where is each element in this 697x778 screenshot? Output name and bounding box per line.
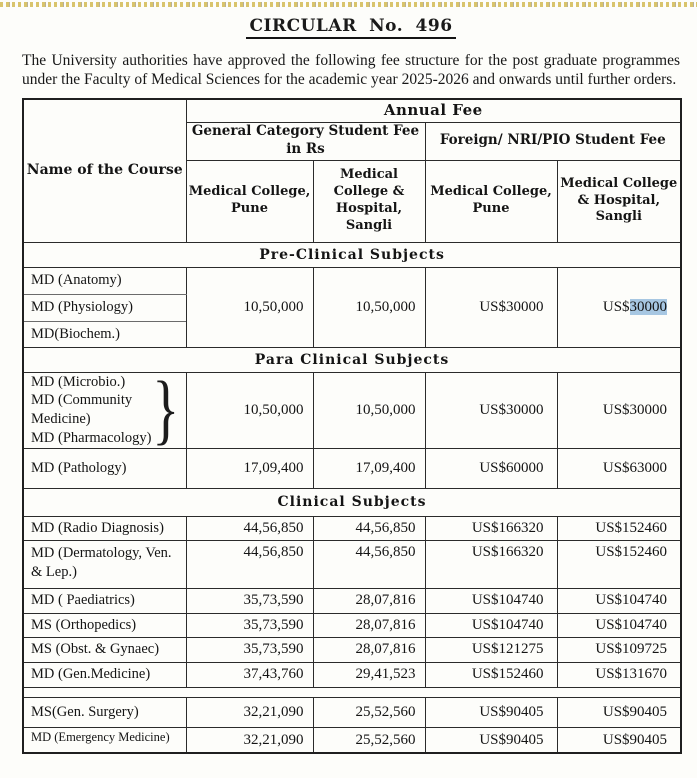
table-row [23,637,681,662]
course-cell: MD ( Paediatrics) [23,588,186,613]
fee-general-pune: 17,09,400 [186,448,313,488]
table-row-para-group [23,372,681,448]
course-cell: MS (Obst. & Gynaec) [23,637,186,662]
fee-general-sangli: 17,09,400 [313,448,425,488]
intro-paragraph: The University authorities have approved the following fee structure for the post graduate programmes under the Faculty of Medical Sciences for the academic year 2025-2026 and onwards until further orders. [22,52,680,88]
fee-general-pune: 44,56,850 [186,516,313,540]
fee-general-pune: 32,21,090 [186,727,313,753]
fee-foreign-pune: US$104740 [425,588,557,613]
selected-text-highlight: 30000 [629,298,668,315]
fee-foreign-sangli: US$30000 [557,372,681,448]
course-cell: MS (Orthopedics) [23,613,186,637]
fee-foreign-pune: US$60000 [425,448,557,488]
course-line: MD (Community Medicine) [31,392,133,428]
section-band-pre-clinical [23,242,681,267]
fee-general-sangli: 10,50,000 [313,372,425,448]
fee-foreign-sangli: US$131670 [557,662,681,687]
course-cell: MD (Pathology) [23,448,186,488]
course-cell: MD (Radio Diagnosis) [23,516,186,540]
fee-foreign-pune: US$166320 [425,516,557,540]
table-row [23,697,681,727]
page-top-dotted-border [0,2,697,7]
table-row [23,516,681,540]
fee-foreign-sangli-highlighted [557,267,681,347]
fee-foreign-pune: US$104740 [425,613,557,637]
fee-general-sangli: 44,56,850 [313,540,425,588]
course-line: MD (Microbio.) [31,373,126,390]
course-cell: MD(Biochem.) [23,321,186,347]
fee-general-sangli: 28,07,816 [313,588,425,613]
header-foreign-nri: Foreign/ NRI/PIO Student Fee [425,122,681,160]
course-cell: MD (Physiology) [23,294,186,321]
fee-general-pune: 37,43,760 [186,662,313,687]
course-cell: MD (Dermatology, Ven. & Lep.) [23,540,186,588]
table-gap-row [23,687,681,697]
table-row [23,588,681,613]
fee-foreign-sangli: US$63000 [557,448,681,488]
fee-foreign-pune: US$166320 [425,540,557,588]
fee-general-pune: 35,73,590 [186,637,313,662]
fee-foreign-pune: US$152460 [425,662,557,687]
fee-general-pune: 10,50,000 [186,267,313,347]
fee-foreign-sangli: US$152460 [557,540,681,588]
fee-general-sangli: 25,52,560 [313,697,425,727]
fee-foreign-pune: US$90405 [425,727,557,753]
section-band-clinical [23,488,681,516]
course-line: MD (Pharmacology) [31,430,152,447]
fee-foreign-sangli: US$90405 [557,727,681,753]
course-cell: MS(Gen. Surgery) [23,697,186,727]
section-title: Pre-Clinical Subjects [23,242,681,267]
table-row [23,662,681,687]
fee-general-pune: 10,50,000 [186,372,313,448]
course-group-cell [23,372,186,448]
table-row [23,727,681,753]
fee-general-sangli: 28,07,816 [313,613,425,637]
section-title: Clinical Subjects [23,488,681,516]
fee-foreign-pune: US$30000 [425,372,557,448]
header-college-sangli-foreign: Medical College & Hospital, Sangli [557,160,681,242]
fee-foreign-pune: US$121275 [425,637,557,662]
fee-general-pune: 35,73,590 [186,613,313,637]
fee-currency-prefix: US$ [602,298,630,315]
section-title: Para Clinical Subjects [23,347,681,372]
fee-foreign-pune: US$90405 [425,697,557,727]
header-college-sangli-general: Medical College & Hospital, Sangli [313,160,425,242]
course-cell: MD (Gen.Medicine) [23,662,186,687]
header-college-pune-foreign: Medical College, Pune [425,160,557,242]
header-college-pune-general: Medical College, Pune [186,160,313,242]
header-general-category: General Category Student Fee in Rs [186,122,425,160]
header-annual-fee: Annual Fee [186,99,681,122]
fee-general-pune: 35,73,590 [186,588,313,613]
fee-foreign-sangli: US$90405 [557,697,681,727]
fee-general-sangli: 29,41,523 [313,662,425,687]
table-row [23,613,681,637]
page-title: CIRCULAR No. 496 [246,16,455,39]
fee-general-sangli: 28,07,816 [313,637,425,662]
fee-foreign-pune: US$30000 [425,267,557,347]
course-cell: MD (Anatomy) [23,267,186,294]
table-row-pre-clinical [23,267,681,294]
fee-foreign-sangli: US$104740 [557,613,681,637]
table-row [23,540,681,588]
table-row-pathology [23,448,681,488]
fee-general-pune: 44,56,850 [186,540,313,588]
fee-general-sangli: 25,52,560 [313,727,425,753]
fee-general-sangli: 10,50,000 [313,267,425,347]
fee-general-sangli: 44,56,850 [313,516,425,540]
fee-foreign-sangli: US$109725 [557,637,681,662]
course-cell: MD (Emergency Medicine) [23,727,186,753]
grouping-brace: } [152,372,180,449]
fee-general-pune: 32,21,090 [186,697,313,727]
fee-foreign-sangli: US$152460 [557,516,681,540]
gap-cell [23,687,681,697]
fee-foreign-sangli: US$104740 [557,588,681,613]
section-band-para-clinical [23,347,681,372]
fee-structure-table [22,98,682,754]
header-course: Name of the Course [23,99,186,242]
header-row-annual [23,99,681,122]
